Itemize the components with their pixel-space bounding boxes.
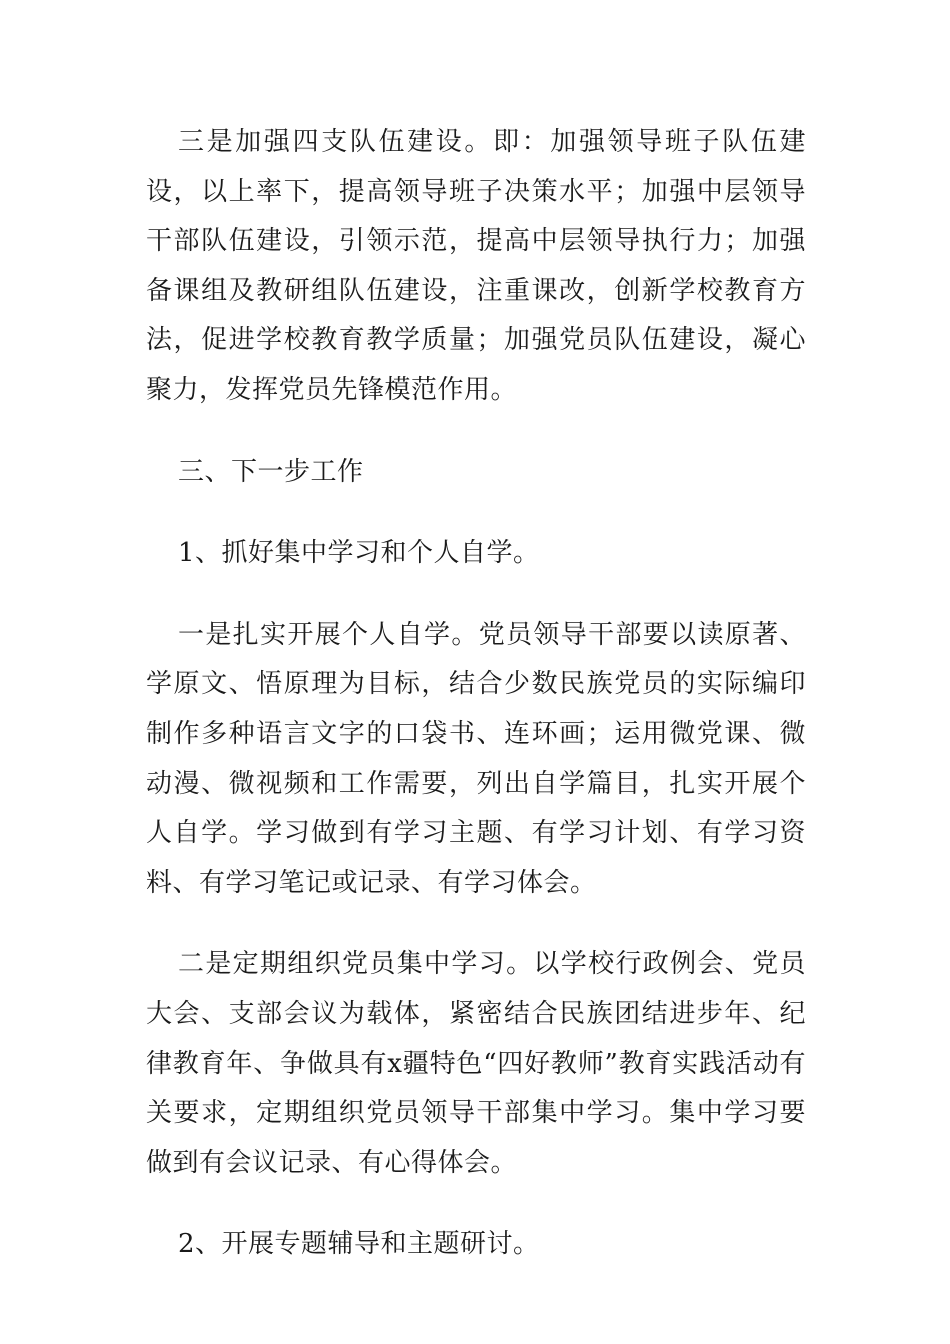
paragraph-team-building: 三是加强四支队伍建设。即：加强领导班子队伍建设，以上率下，提高领导班子决策水平；加强中层领导干部队伍建设，引领示范，提高中层领导执行力；加强备课组及教研组队伍建设，注重课改，创新学校教育方法，促进学校教育教学质量；加强党员队伍建设，凝心聚力，发挥党员先锋模范作用。	[146, 127, 806, 405]
subheading-study: 1、抓好集中学习和个人自学。	[178, 538, 540, 569]
paragraph-group-study: 二是定期组织党员集中学习。以学校行政例会、党员大会、支部会议为载体，紧密结合民族团结进步年、纪律教育年、争做具有x疆特色“四好教师”教育实践活动有关要求，定期组织党员领导干部集中学习。集中学习要做到有会议记录、有心得体会。	[146, 949, 806, 1178]
document-body	[146, 118, 806, 1302]
section-heading-next-steps: 三、下一步工作	[178, 456, 364, 487]
subheading-special-topics: 2、开展专题辅导和主题研讨。	[178, 1229, 540, 1260]
paragraph-self-study: 一是扎实开展个人自学。党员领导干部要以读原著、学原文、悟原理为目标，结合少数民族党员的实际编印制作多种语言文字的口袋书、连环画；运用微党课、微动漫、微视频和工作需要，列出自学篇目，扎实开展个人自学。学习做到有学习主题、有学习计划、有学习资料、有学习笔记或记录、有学习体会。	[146, 619, 806, 898]
